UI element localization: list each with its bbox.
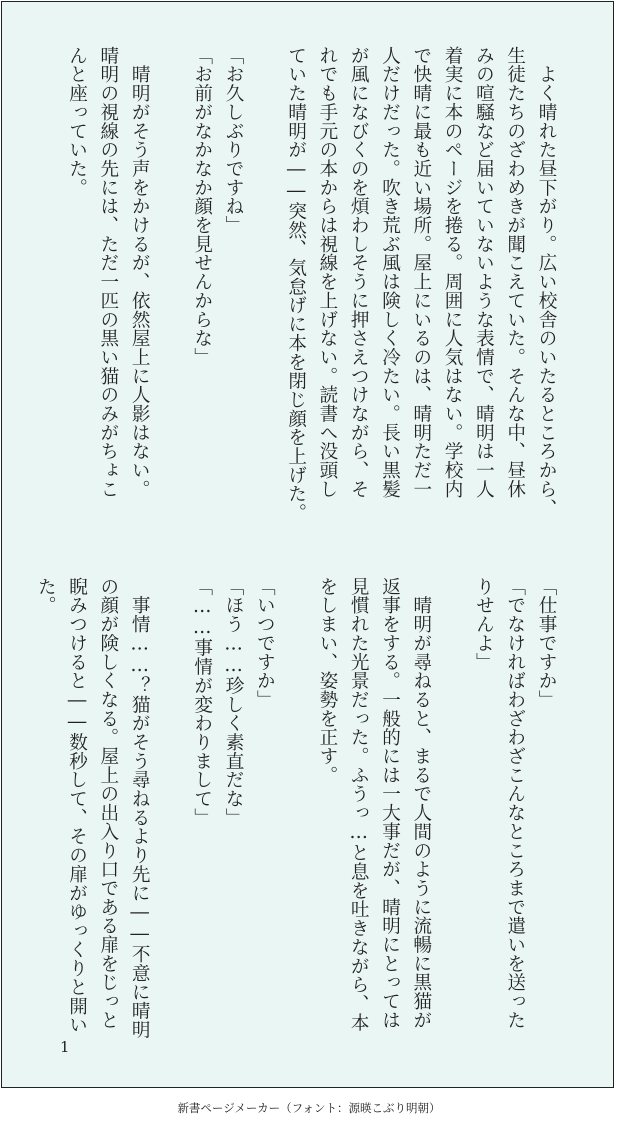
text-line: 着実に本のページを捲る。周囲に人気はない。学校内	[442, 46, 464, 499]
text-line	[280, 577, 311, 997]
text-line: 睨みつけると――数秒して、その扉がゆっくりと開い	[66, 577, 88, 1035]
text-line: 「お前がなかなか顔を見せんからな」	[191, 46, 213, 367]
text-line: 事情……？猫がそう尋ねるより先に――不意に晴明	[129, 577, 151, 1039]
text-line: が風になびくのを煩わしそうに押さえつけながら、そ	[348, 46, 370, 499]
text-line: 「お久しぶりですね」	[223, 46, 245, 235]
text-line: 「……事情が変わりまして」	[191, 577, 213, 827]
text-line: んと座っていた。	[66, 46, 88, 197]
text-line: をしまい、姿勢を正す。	[316, 577, 338, 785]
text-line: ていた晴明が――突然、気怠げに本を閉じ顔を上げた。	[285, 46, 307, 523]
text-line: 生徒たちのざわめきが聞こえていた。そんな中、昼休	[504, 46, 526, 499]
text-line: の顔が険しくなる。屋上の出入り口である扉をじっと	[97, 577, 119, 1030]
text-line: よく晴れた昼下がり。広い校舎のいたるところから、	[536, 46, 557, 518]
text-line: 晴明の視線の先には、ただ一匹の黒い猫のみがちょこ	[97, 46, 119, 499]
text-line: りせんよ」	[473, 577, 495, 672]
text-line	[155, 46, 186, 546]
text-line: 人だけだった。吹き荒ぶ風は険しく冷たい。長い黒髪	[379, 46, 401, 499]
footer-credit: 新書ページメーカー（フォント：源暎こぶり明朝）	[177, 1101, 441, 1115]
text-line: 返事をする。一般的には一大事だが、晴明にとっては	[379, 577, 401, 1030]
page-number: 1	[60, 1038, 70, 1056]
text-line: 晴明が尋ねると、まるで人間のように流暢に黒猫が	[410, 577, 432, 1030]
text-line: で快晴に最も近い場所。屋上にいるのは、晴明ただ一	[410, 46, 432, 499]
text-line: 「仕事ですか」	[536, 577, 557, 709]
text-line: 晴明がそう声をかけるが、依然屋上に人影はない。	[129, 46, 151, 499]
text-line: 「でなければわざわざこんなところまで遣いを送った	[504, 577, 526, 1030]
text-block-lower	[30, 577, 562, 1039]
text-line	[155, 577, 186, 997]
text-line: 「ほう……珍しく素直だな」	[223, 577, 245, 827]
manuscript-page	[1, 1, 614, 1088]
text-line: みの喧騒など届いていないような表情で、晴明は一人	[473, 46, 495, 499]
text-line: 「いつですか」	[254, 577, 276, 709]
text-line: 見慣れた光景だった。ふうっ…と息を吐きながら、本	[348, 577, 370, 1032]
text-line: た。	[35, 577, 57, 615]
text-line: れでも手元の本からは視線を上げない。読書へ没頭し	[316, 46, 338, 499]
text-line	[249, 46, 280, 546]
text-line	[437, 577, 468, 997]
text-block-upper	[61, 46, 562, 546]
